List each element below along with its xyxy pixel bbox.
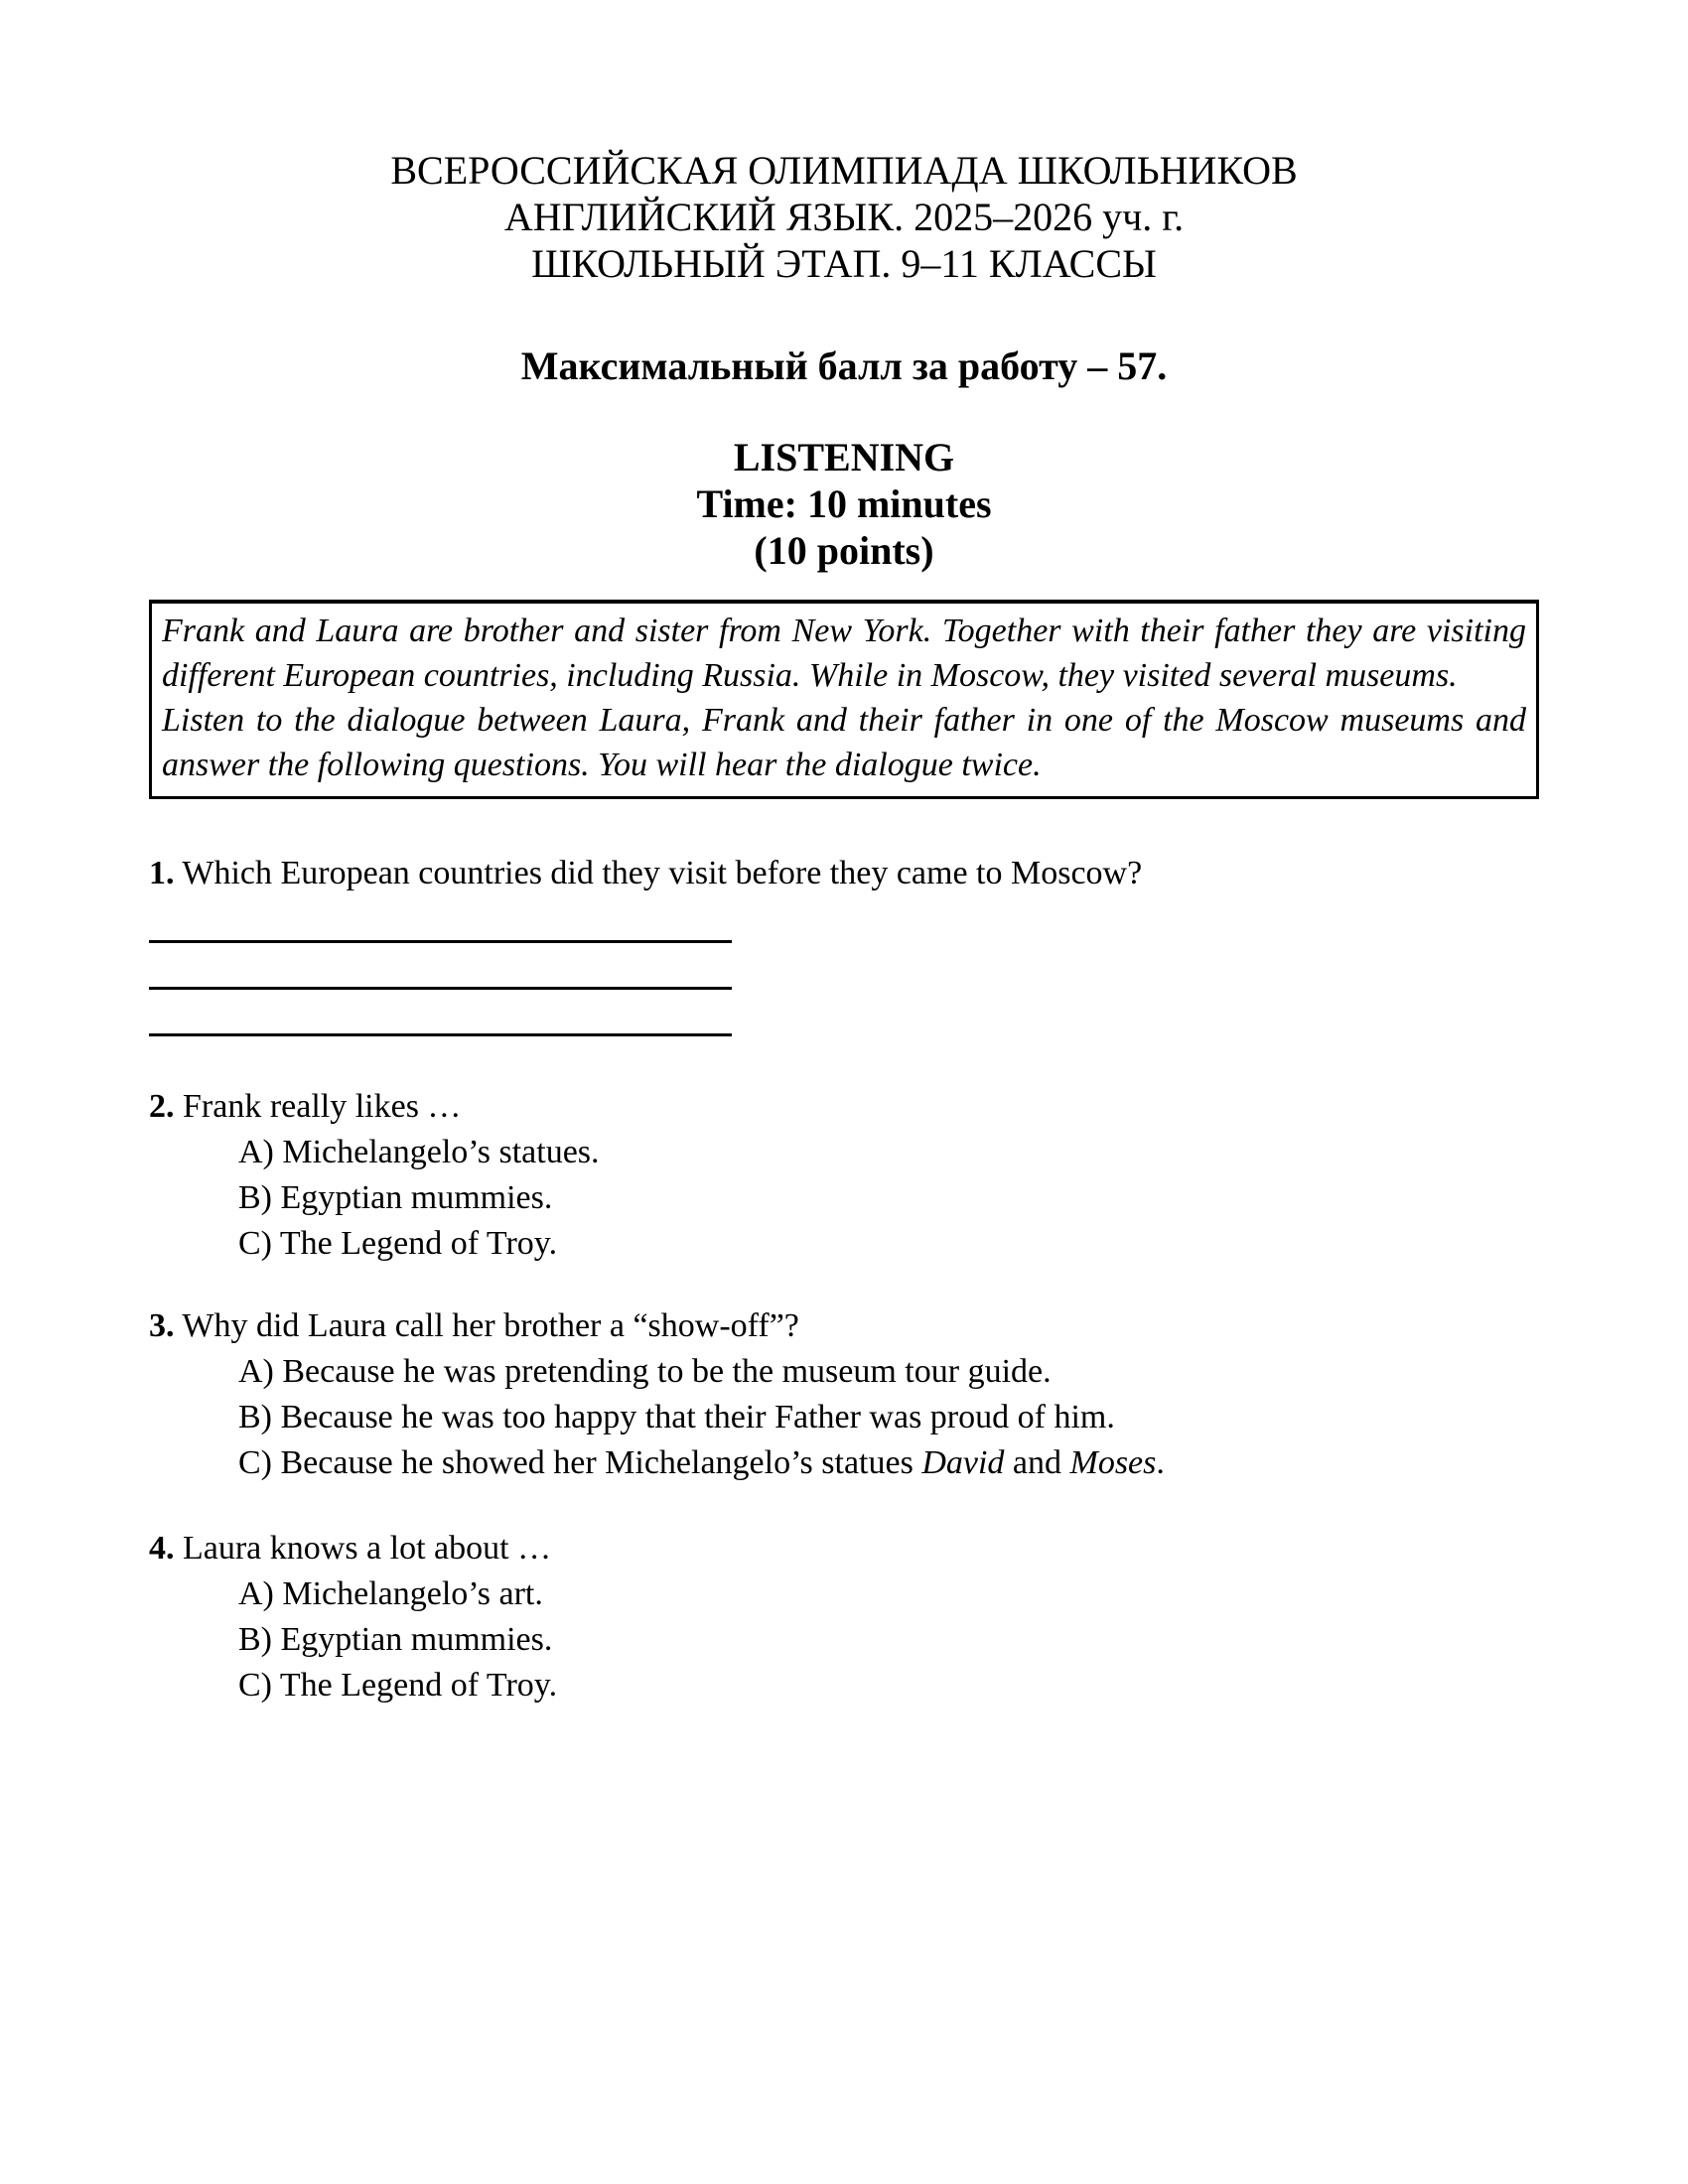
max-score-line: Максимальный балл за работу – 57.	[520, 343, 1168, 388]
question-4-option-b: B) Egyptian mummies.	[238, 1621, 553, 1658]
question-2	[149, 1084, 1539, 1267]
stage-grades-line: ШКОЛЬНЫЙ ЭТАП. 9–11 КЛАССЫ	[531, 241, 1157, 286]
intro-paragraph-1: Frank and Laura are brother and sister from New York. Together with their father they are visiting different European countries, including Russia. While in Moscow, they visited several museums.	[162, 613, 1526, 694]
question-3-title	[149, 1303, 1539, 1349]
question-3-option-a: A) Because he was pretending to be the museum tour guide.	[238, 1353, 1052, 1390]
section-points: (10 points)	[754, 528, 934, 573]
question-4-title	[149, 1526, 1539, 1571]
option-c-text: C) Because he showed her Michelangelo’s statues	[238, 1444, 922, 1481]
section-header	[149, 434, 1539, 574]
statue-name-david: David	[921, 1444, 1005, 1481]
question-1	[149, 851, 1539, 1036]
question-3-text: Why did Laura call her brother a “show-off”?	[182, 1307, 799, 1344]
question-4-text: Laura knows a lot about …	[183, 1530, 552, 1567]
question-1-answer-lines	[149, 896, 1539, 1036]
intro-paragraph-2: Listen to the dialogue between Laura, Frank and their father in one of the Moscow museums and answer the following questions. You will hear the dialogue twice.	[162, 702, 1526, 783]
question-4-option-c: C) The Legend of Troy.	[238, 1667, 558, 1704]
document-header	[149, 147, 1539, 287]
olympiad-title: ВСЕРОССИЙСКАЯ ОЛИМПИАДА ШКОЛЬНИКОВ	[390, 148, 1298, 193]
task-instructions-box	[149, 600, 1539, 799]
question-3	[149, 1303, 1539, 1486]
question-2-number: 2.	[149, 1088, 175, 1125]
question-2-text: Frank really likes …	[183, 1088, 462, 1125]
question-3-number: 3.	[149, 1307, 175, 1344]
option-c-period: .	[1156, 1444, 1165, 1481]
question-1-number: 1.	[149, 855, 175, 891]
question-2-option-c: C) The Legend of Troy.	[238, 1225, 558, 1262]
section-time: Time: 10 minutes	[696, 481, 992, 526]
question-4-option-a: A) Michelangelo’s art.	[238, 1575, 543, 1612]
question-1-title	[149, 851, 1539, 896]
option-c-conjunction: and	[1004, 1444, 1070, 1481]
question-4	[149, 1526, 1539, 1708]
question-3-option-c	[149, 1440, 1539, 1486]
answer-line-3[interactable]	[149, 990, 732, 1036]
question-3-option-b: B) Because he was too happy that their Father was proud of him.	[238, 1399, 1115, 1435]
answer-line-1[interactable]	[149, 896, 732, 943]
subject-year-line: АНГЛИЙСКИЙ ЯЗЫК. 2025–2026 уч. г.	[503, 195, 1185, 239]
question-2-option-b: B) Egyptian mummies.	[238, 1179, 553, 1216]
question-4-number: 4.	[149, 1530, 175, 1567]
statue-name-moses: Moses	[1069, 1444, 1157, 1481]
answer-line-2[interactable]	[149, 943, 732, 990]
section-title: LISTENING	[733, 435, 955, 479]
question-2-option-a: A) Michelangelo’s statues.	[238, 1134, 600, 1170]
question-2-title	[149, 1084, 1539, 1130]
question-1-text: Which European countries did they visit before they came to Moscow?	[182, 855, 1143, 891]
